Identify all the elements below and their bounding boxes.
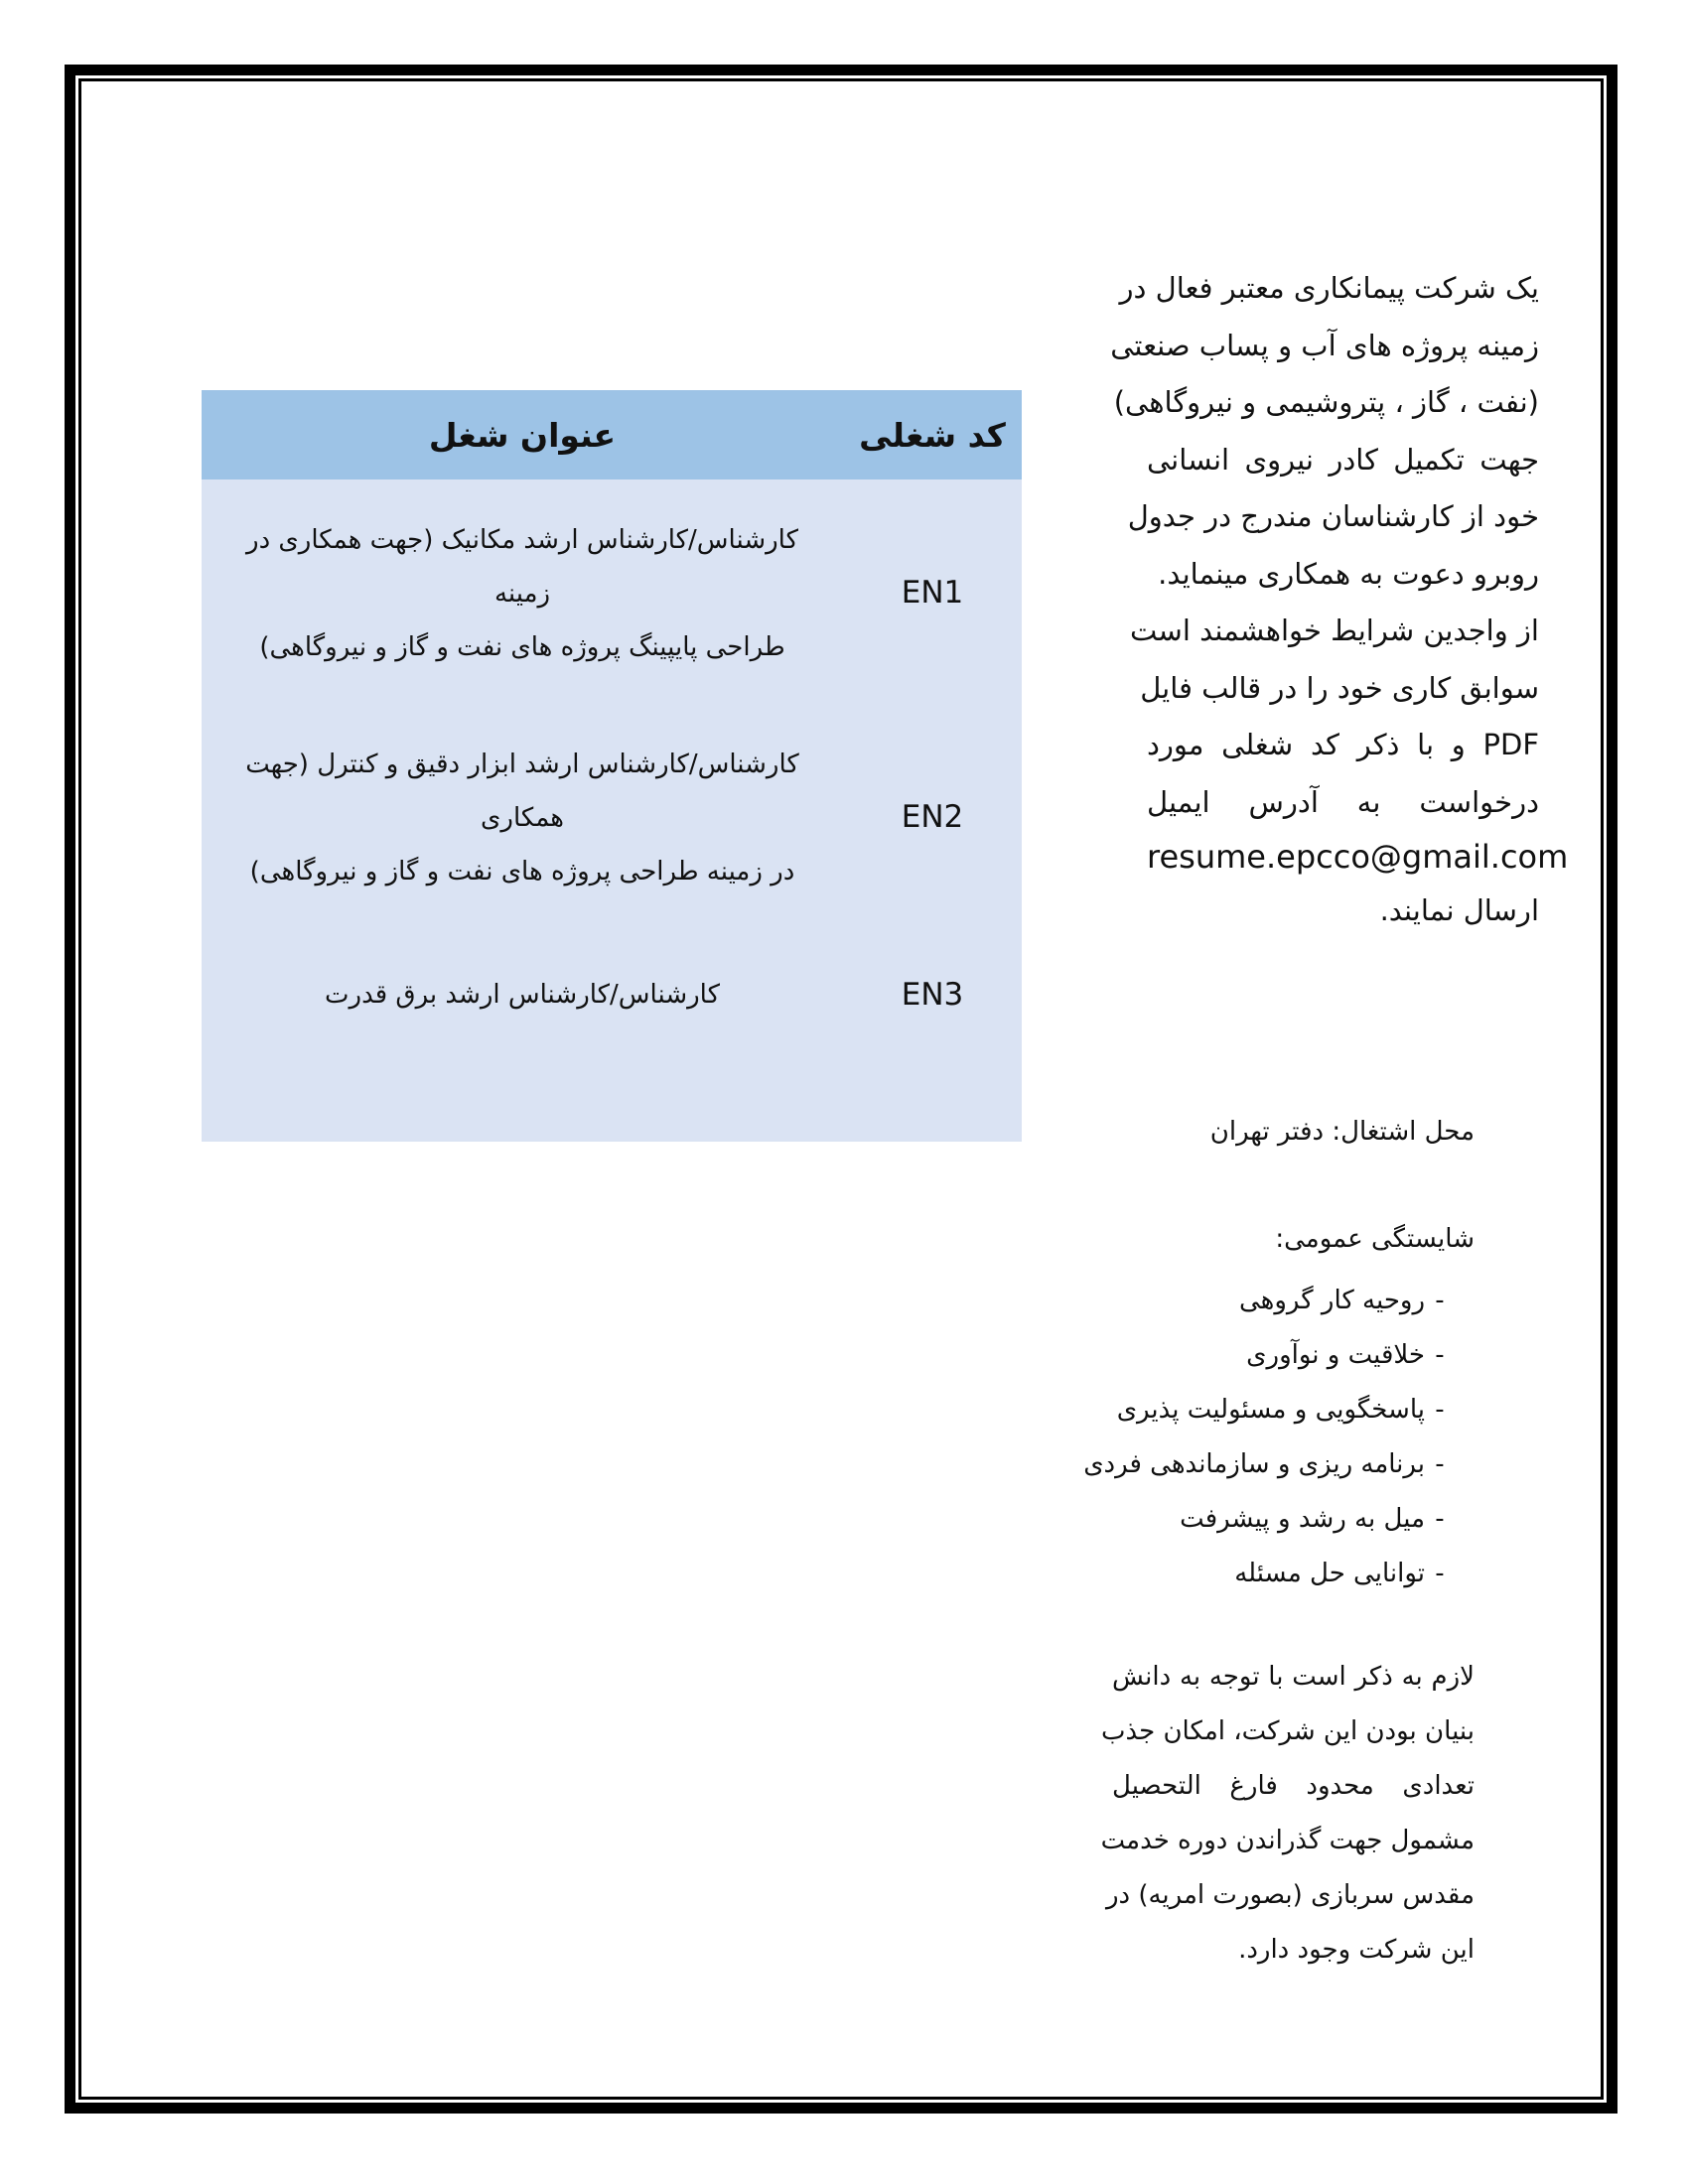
- job-title-line: طراحی پایپینگ پروژه های نفت و گاز و نیروگاهی): [259, 632, 785, 662]
- job-positions-table: [202, 390, 1022, 1142]
- table-row: [202, 928, 1022, 1142]
- header-job-title: عنوان شغل: [428, 415, 617, 455]
- intro-line: درخواست به آدرس ایمیل: [1147, 784, 1539, 819]
- job-title-line: کارشناس/کارشناس ارشد ابزار دقیق و کنترل (جهت همکاری: [245, 750, 799, 833]
- bullet-dash: -: [1435, 1340, 1445, 1370]
- qualification-text: روحیه کار گروهی: [1238, 1286, 1425, 1315]
- table-header-row: [202, 390, 1022, 479]
- qualification-text: برنامه ریزی و سازماندهی فردی: [1083, 1449, 1425, 1479]
- intro-paragraph: [1110, 260, 1569, 940]
- note-line: مقدس سربازی (بصورت امریه) در: [1105, 1880, 1475, 1910]
- list-item: [1082, 1437, 1455, 1492]
- bullet-dash: -: [1435, 1395, 1445, 1425]
- intro-line: از واجدین شرایط خواهشمند است: [1130, 614, 1539, 647]
- table-row: [202, 479, 1022, 708]
- job-code: EN3: [901, 977, 964, 1013]
- list-item: [1082, 1492, 1455, 1547]
- work-location: محل اشتغال: دفتر تهران: [1209, 1117, 1475, 1147]
- note-line: تعدادی محدود فارغ التحصیل: [1112, 1771, 1475, 1801]
- bullet-dash: -: [1435, 1504, 1445, 1534]
- qualification-text: پاسخگویی و مسئولیت پذیری: [1116, 1395, 1425, 1425]
- job-title-cell: [202, 928, 843, 1142]
- job-title-line: کارشناس/کارشناس ارشد برق قدرت: [325, 980, 720, 1010]
- job-title-line: کارشناس/کارشناس ارشد مکانیک (جهت همکاری در زمینه: [246, 525, 798, 609]
- bullet-dash: -: [1435, 1449, 1445, 1479]
- job-title-cell: [202, 479, 843, 708]
- job-code-cell: [843, 928, 1022, 1142]
- job-code: EN2: [901, 799, 964, 835]
- qualification-text: میل به رشد و پیشرفت: [1180, 1504, 1425, 1534]
- qualifications-list: [1082, 1274, 1455, 1601]
- job-code-cell: [843, 479, 1022, 708]
- note-line: این شرکت وجود دارد.: [1238, 1935, 1475, 1965]
- job-title-cell: [202, 708, 843, 928]
- list-item: [1082, 1547, 1455, 1601]
- list-item: [1082, 1274, 1455, 1328]
- note-line: مشمول جهت گذراندن دوره خدمت: [1100, 1826, 1475, 1855]
- bullet-dash: -: [1435, 1559, 1445, 1588]
- bullet-dash: -: [1435, 1286, 1445, 1315]
- intro-line: جهت تکمیل کادر نیروی انسانی: [1147, 442, 1539, 477]
- qualifications-title: شایستگی عمومی:: [1275, 1224, 1475, 1254]
- intro-line: PDF و با ذکر کد شغلی مورد: [1147, 728, 1539, 761]
- job-code: EN1: [901, 575, 964, 611]
- intro-closing: ارسال نمایند.: [1379, 893, 1539, 927]
- intro-line: یک شرکت پیمانکاری معتبر فعال در: [1119, 271, 1539, 305]
- job-code-cell: [843, 708, 1022, 928]
- note-line: بنیان بودن این شرکت، امکان جذب: [1100, 1716, 1475, 1746]
- intro-line: (نفت ، گاز ، پتروشیمی و نیروگاهی): [1113, 385, 1539, 419]
- note-line: لازم به ذکر است با توجه به دانش: [1112, 1662, 1475, 1692]
- conscription-note: [1100, 1650, 1475, 1978]
- intro-line: زمینه پروژه های آب و پساب صنعتی: [1110, 328, 1539, 362]
- header-job-code: کد شغلی: [859, 415, 1006, 455]
- intro-line: روبرو دعوت به همکاری مینماید.: [1158, 556, 1539, 591]
- list-item: [1082, 1383, 1455, 1437]
- job-title-line: در زمینه طراحی پروژه های نفت و گاز و نیروگاهی): [249, 857, 795, 887]
- intro-line: سوابق کاری خود را در قالب فایل: [1140, 670, 1539, 705]
- contact-email: resume.epcco@gmail.com: [1147, 838, 1569, 876]
- list-item: [1082, 1328, 1455, 1383]
- qualification-text: خلاقیت و نوآوری: [1246, 1340, 1425, 1370]
- intro-line: خود از کارشناسان مندرج در جدول: [1127, 499, 1539, 533]
- qualification-text: توانایی حل مسئله: [1234, 1559, 1425, 1588]
- table-row: [202, 708, 1022, 928]
